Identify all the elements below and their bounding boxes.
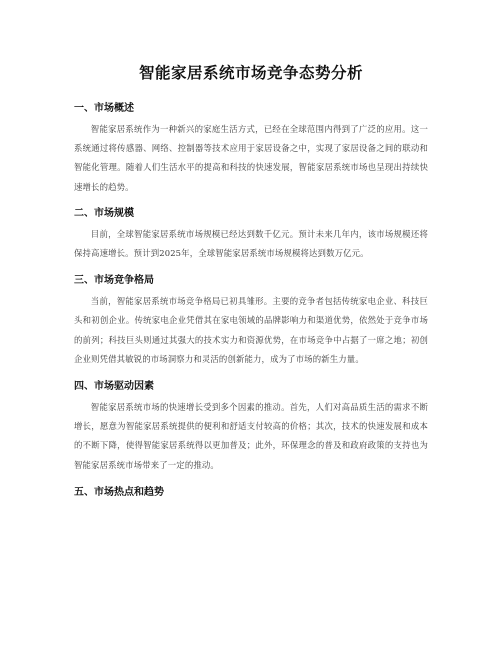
section-paragraph: 目前，全球智能家居系统市场规模已经达到数千亿元。预计未来几年内，该市场规模还将保持高速增长。预计到2025年，全球智能家居系统市场规模将达到数万亿元。 (74, 228, 428, 259)
document-title: 智能家居系统市场竞争态势分析 (138, 64, 363, 82)
section-heading: 一、市场概述 (74, 103, 134, 114)
section-heading: 五、市场热点和趋势 (74, 486, 164, 498)
section-hotspots-trends (74, 486, 428, 500)
section-market-overview (74, 102, 428, 197)
section-heading: 四、市场驱动因素 (74, 381, 154, 393)
section-market-size (74, 207, 428, 263)
section-paragraph: 智能家居系统作为一种新兴的家庭生活方式，已经在全球范围内得到了广泛的应用。这一系统通过将传感器、网络、控制器等技术应用于家居设备之中，实现了家居设备之间的联动和智能化管理。随着人们生活水平的提高和科技的快速发展，智能家居系统市场也呈现出持续快速增长的趋势。 (74, 124, 428, 192)
section-paragraph: 当前，智能家居系统市场竞争格局已初具雏形。主要的竞争者包括传统家电企业、科技巨头和初创企业。传统家电企业凭借其在家电领域的品牌影响力和渠道优势，依然处于竞争市场的前列；科技巨头则通过其强大的技术实力和资源优势，在市场竞争中占据了一席之地；初创企业则凭借其敏锐的市场洞察力和灵活的创新能力，成为了市场的新生力量。 (74, 296, 428, 364)
section-competition-landscape (74, 274, 428, 369)
section-paragraph: 智能家居系统市场的快速增长受到多个因素的推动。首先，人们对高品质生活的需求不断增长，愿意为智能家居系统提供的便利和舒适支付较高的价格；其次，技术的快速发展和成本的不断下降，使得智能家居系统得以更加普及；此外，环保理念的普及和政府政策的支持也为智能家居系统市场带来了一定的推动。 (74, 402, 428, 470)
section-market-drivers (74, 380, 428, 475)
section-heading: 三、市场竞争格局 (74, 275, 154, 287)
section-heading: 二、市场规模 (74, 207, 134, 219)
